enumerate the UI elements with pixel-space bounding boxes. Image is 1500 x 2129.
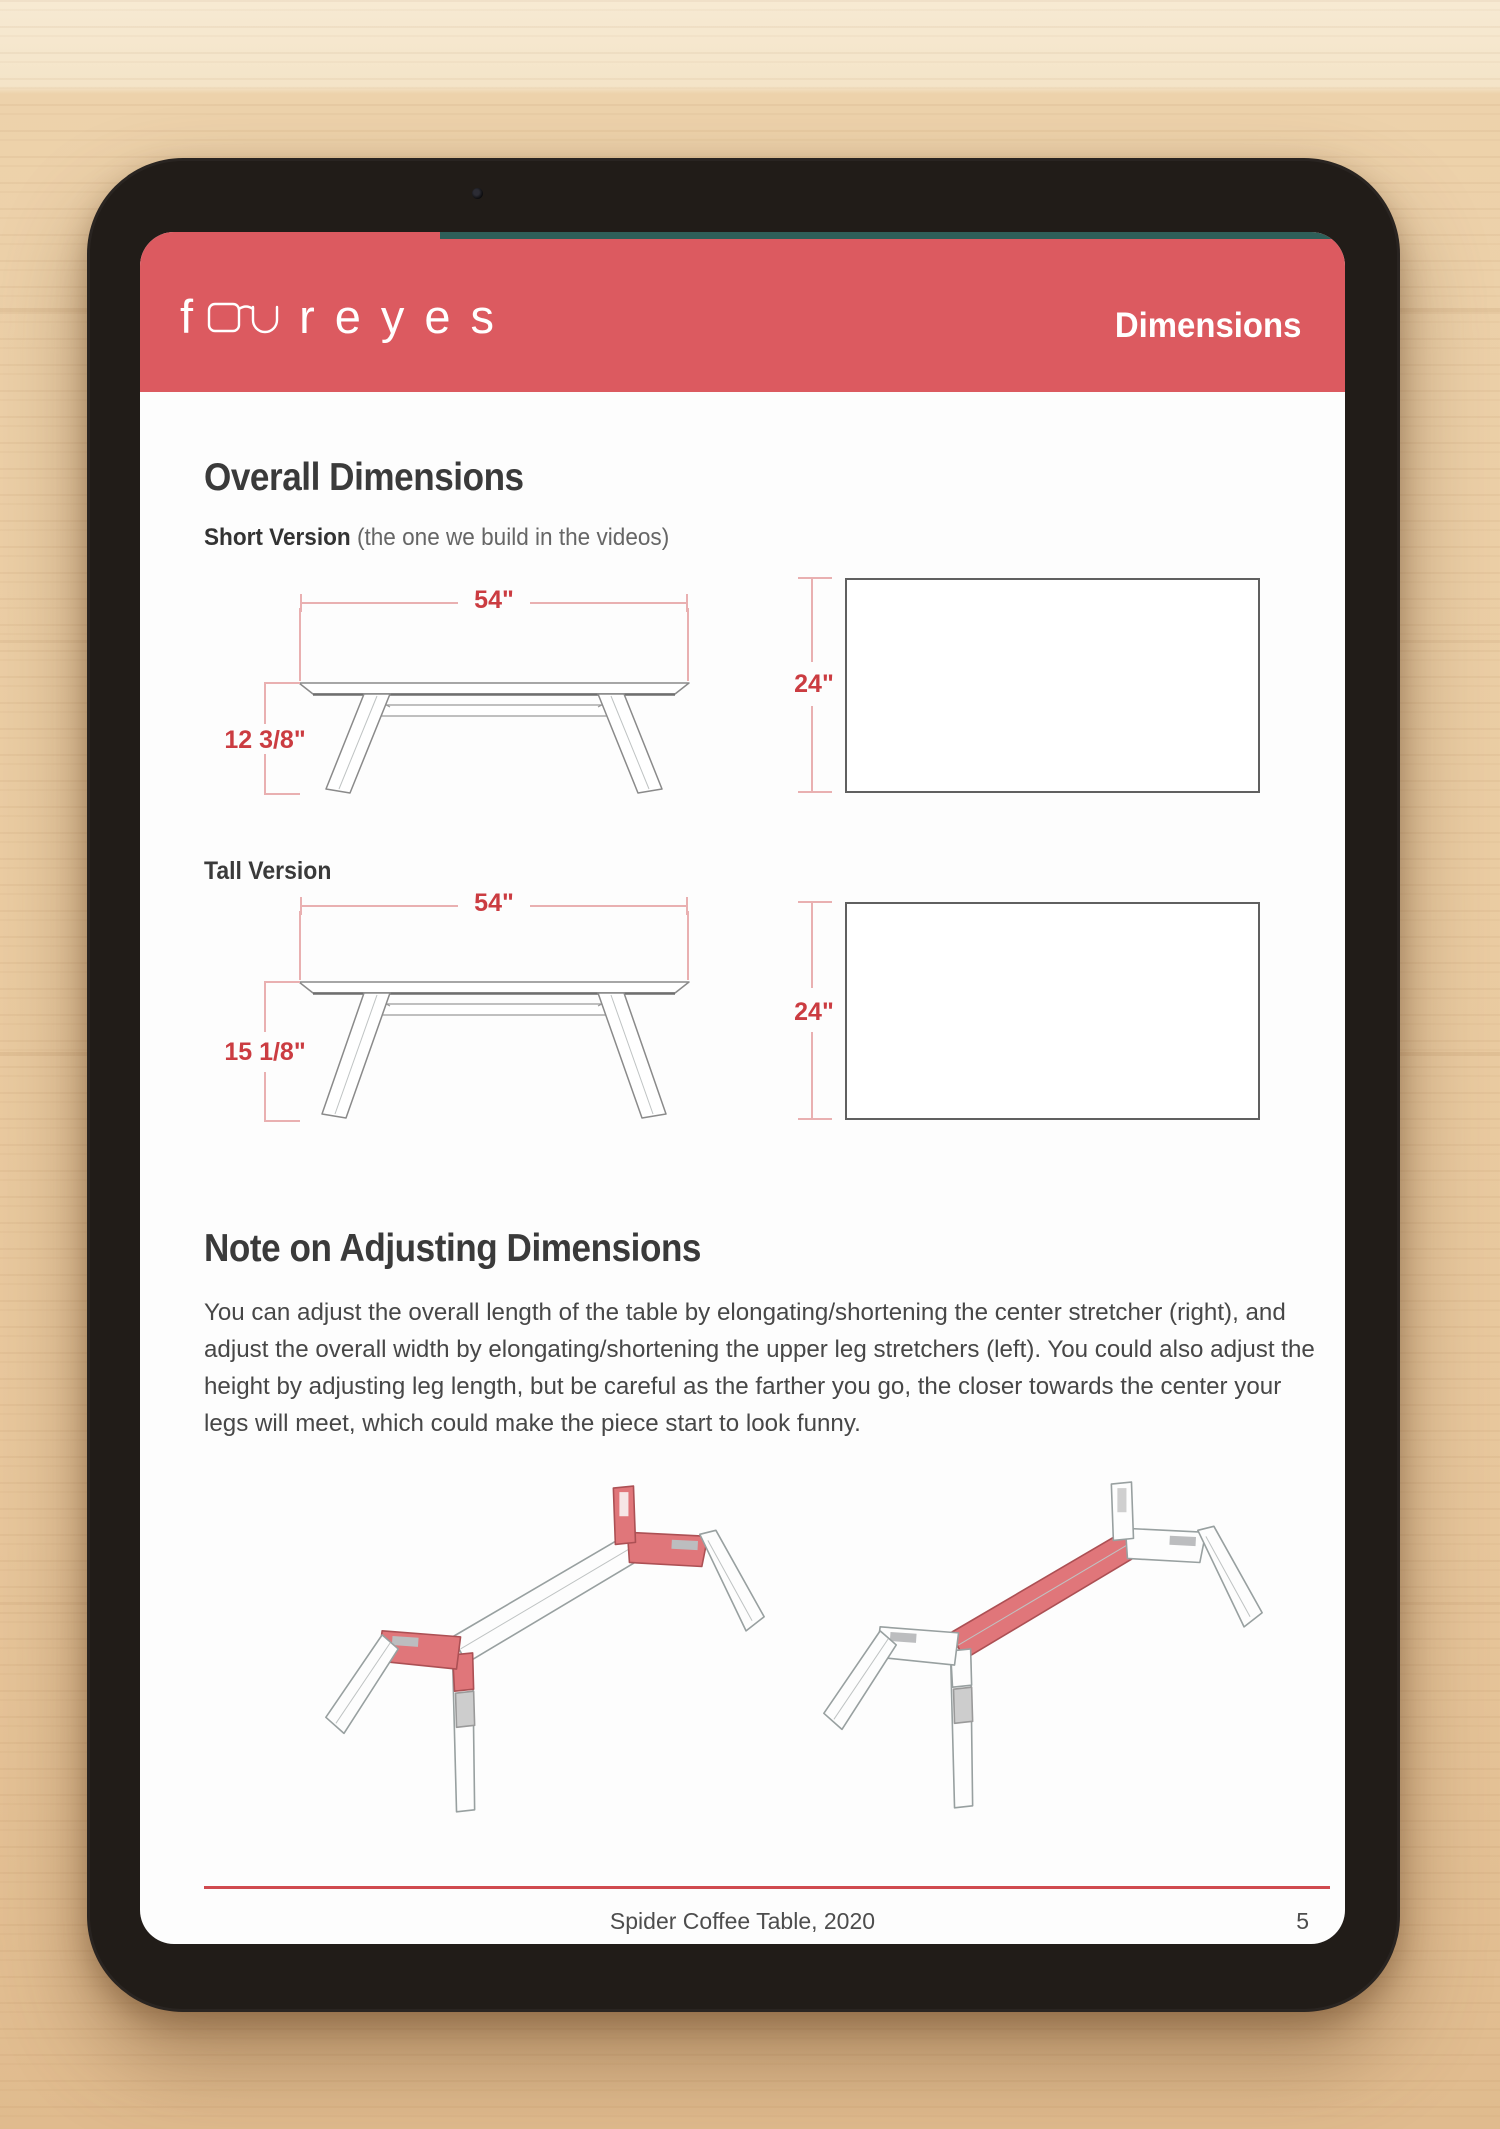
- dimension-line: [811, 578, 813, 662]
- short-length-dimension-label: 54": [474, 585, 514, 614]
- short-height-dimension-label: 12 3/8": [224, 726, 306, 754]
- extension-line: [299, 608, 301, 681]
- logo-letters-reyes: reyes: [299, 289, 514, 343]
- tall-version-top-view: [845, 902, 1260, 1120]
- short-version-top-view: [845, 578, 1260, 793]
- short-version-label: [204, 524, 669, 552]
- center-stretcher-highlight-diagram: [788, 1466, 1298, 1848]
- extension-line: [687, 608, 689, 681]
- extension-line: [299, 911, 301, 980]
- dimension-tick: [264, 1120, 300, 1122]
- dimension-tick: [798, 1118, 832, 1120]
- footer-rule: [204, 1886, 1330, 1889]
- dimension-line: [264, 754, 266, 795]
- dimension-tick: [798, 901, 832, 903]
- overall-dimensions-heading: Overall Dimensions: [204, 456, 524, 499]
- logo-letter-f: f: [180, 289, 200, 343]
- dimension-tick: [264, 793, 300, 795]
- leg-stretchers-highlight-diagram: [290, 1470, 800, 1852]
- dimension-line: [264, 683, 266, 724]
- dimension-tick: [798, 577, 832, 579]
- dimension-line: [811, 706, 813, 792]
- dimension-tick: [798, 791, 832, 793]
- dimension-line: [811, 902, 813, 988]
- tall-width-dimension-label: 24": [794, 998, 834, 1026]
- note-body: You can adjust the overall length of the table by elongating/shortening the center stretcher (right), and adjust the overall width by elongating/shortening the upper leg stretchers (left). You could also adjust the height by adjusting leg length, but be careful as the farther you go, the closer towards the center your legs will meet, which could make the piece start to look funny.: [204, 1299, 1315, 1437]
- tall-length-dimension: [300, 888, 688, 917]
- header-title: Dimensions: [1114, 306, 1301, 345]
- foureyes-logo: [180, 288, 514, 344]
- pdf-header-bar: [140, 232, 1345, 392]
- tall-length-dimension-label: 54": [474, 888, 514, 917]
- tall-version-side-view-drawing: [298, 980, 690, 1122]
- dimension-tick: [264, 682, 300, 684]
- tall-version-label: Tall Version: [204, 857, 332, 885]
- short-width-dimension-label: 24": [794, 670, 834, 698]
- short-version-note: (the one we build in the videos): [350, 524, 670, 551]
- dimension-line: [811, 1032, 813, 1120]
- short-version-side-view-drawing: [298, 681, 690, 797]
- footer-doc-title: Spider Coffee Table, 2020: [609, 1908, 876, 1934]
- short-version-label-bold: Short Version: [204, 524, 351, 551]
- tablet: [87, 158, 1400, 2012]
- teal-page-edge: [440, 232, 1345, 239]
- tall-height-dimension-label: 15 1/8": [224, 1038, 306, 1066]
- short-length-dimension: [300, 585, 688, 614]
- glasses-icon: [205, 298, 289, 340]
- note-heading: Note on Adjusting Dimensions: [204, 1227, 702, 1270]
- front-camera: [472, 188, 483, 199]
- footer-page-number: 5: [1296, 1908, 1309, 1934]
- dimension-tick: [264, 981, 300, 983]
- tablet-screen: [140, 232, 1345, 1944]
- extension-line: [687, 911, 689, 980]
- dimension-line: [264, 982, 266, 1032]
- dimension-line: [264, 1072, 266, 1122]
